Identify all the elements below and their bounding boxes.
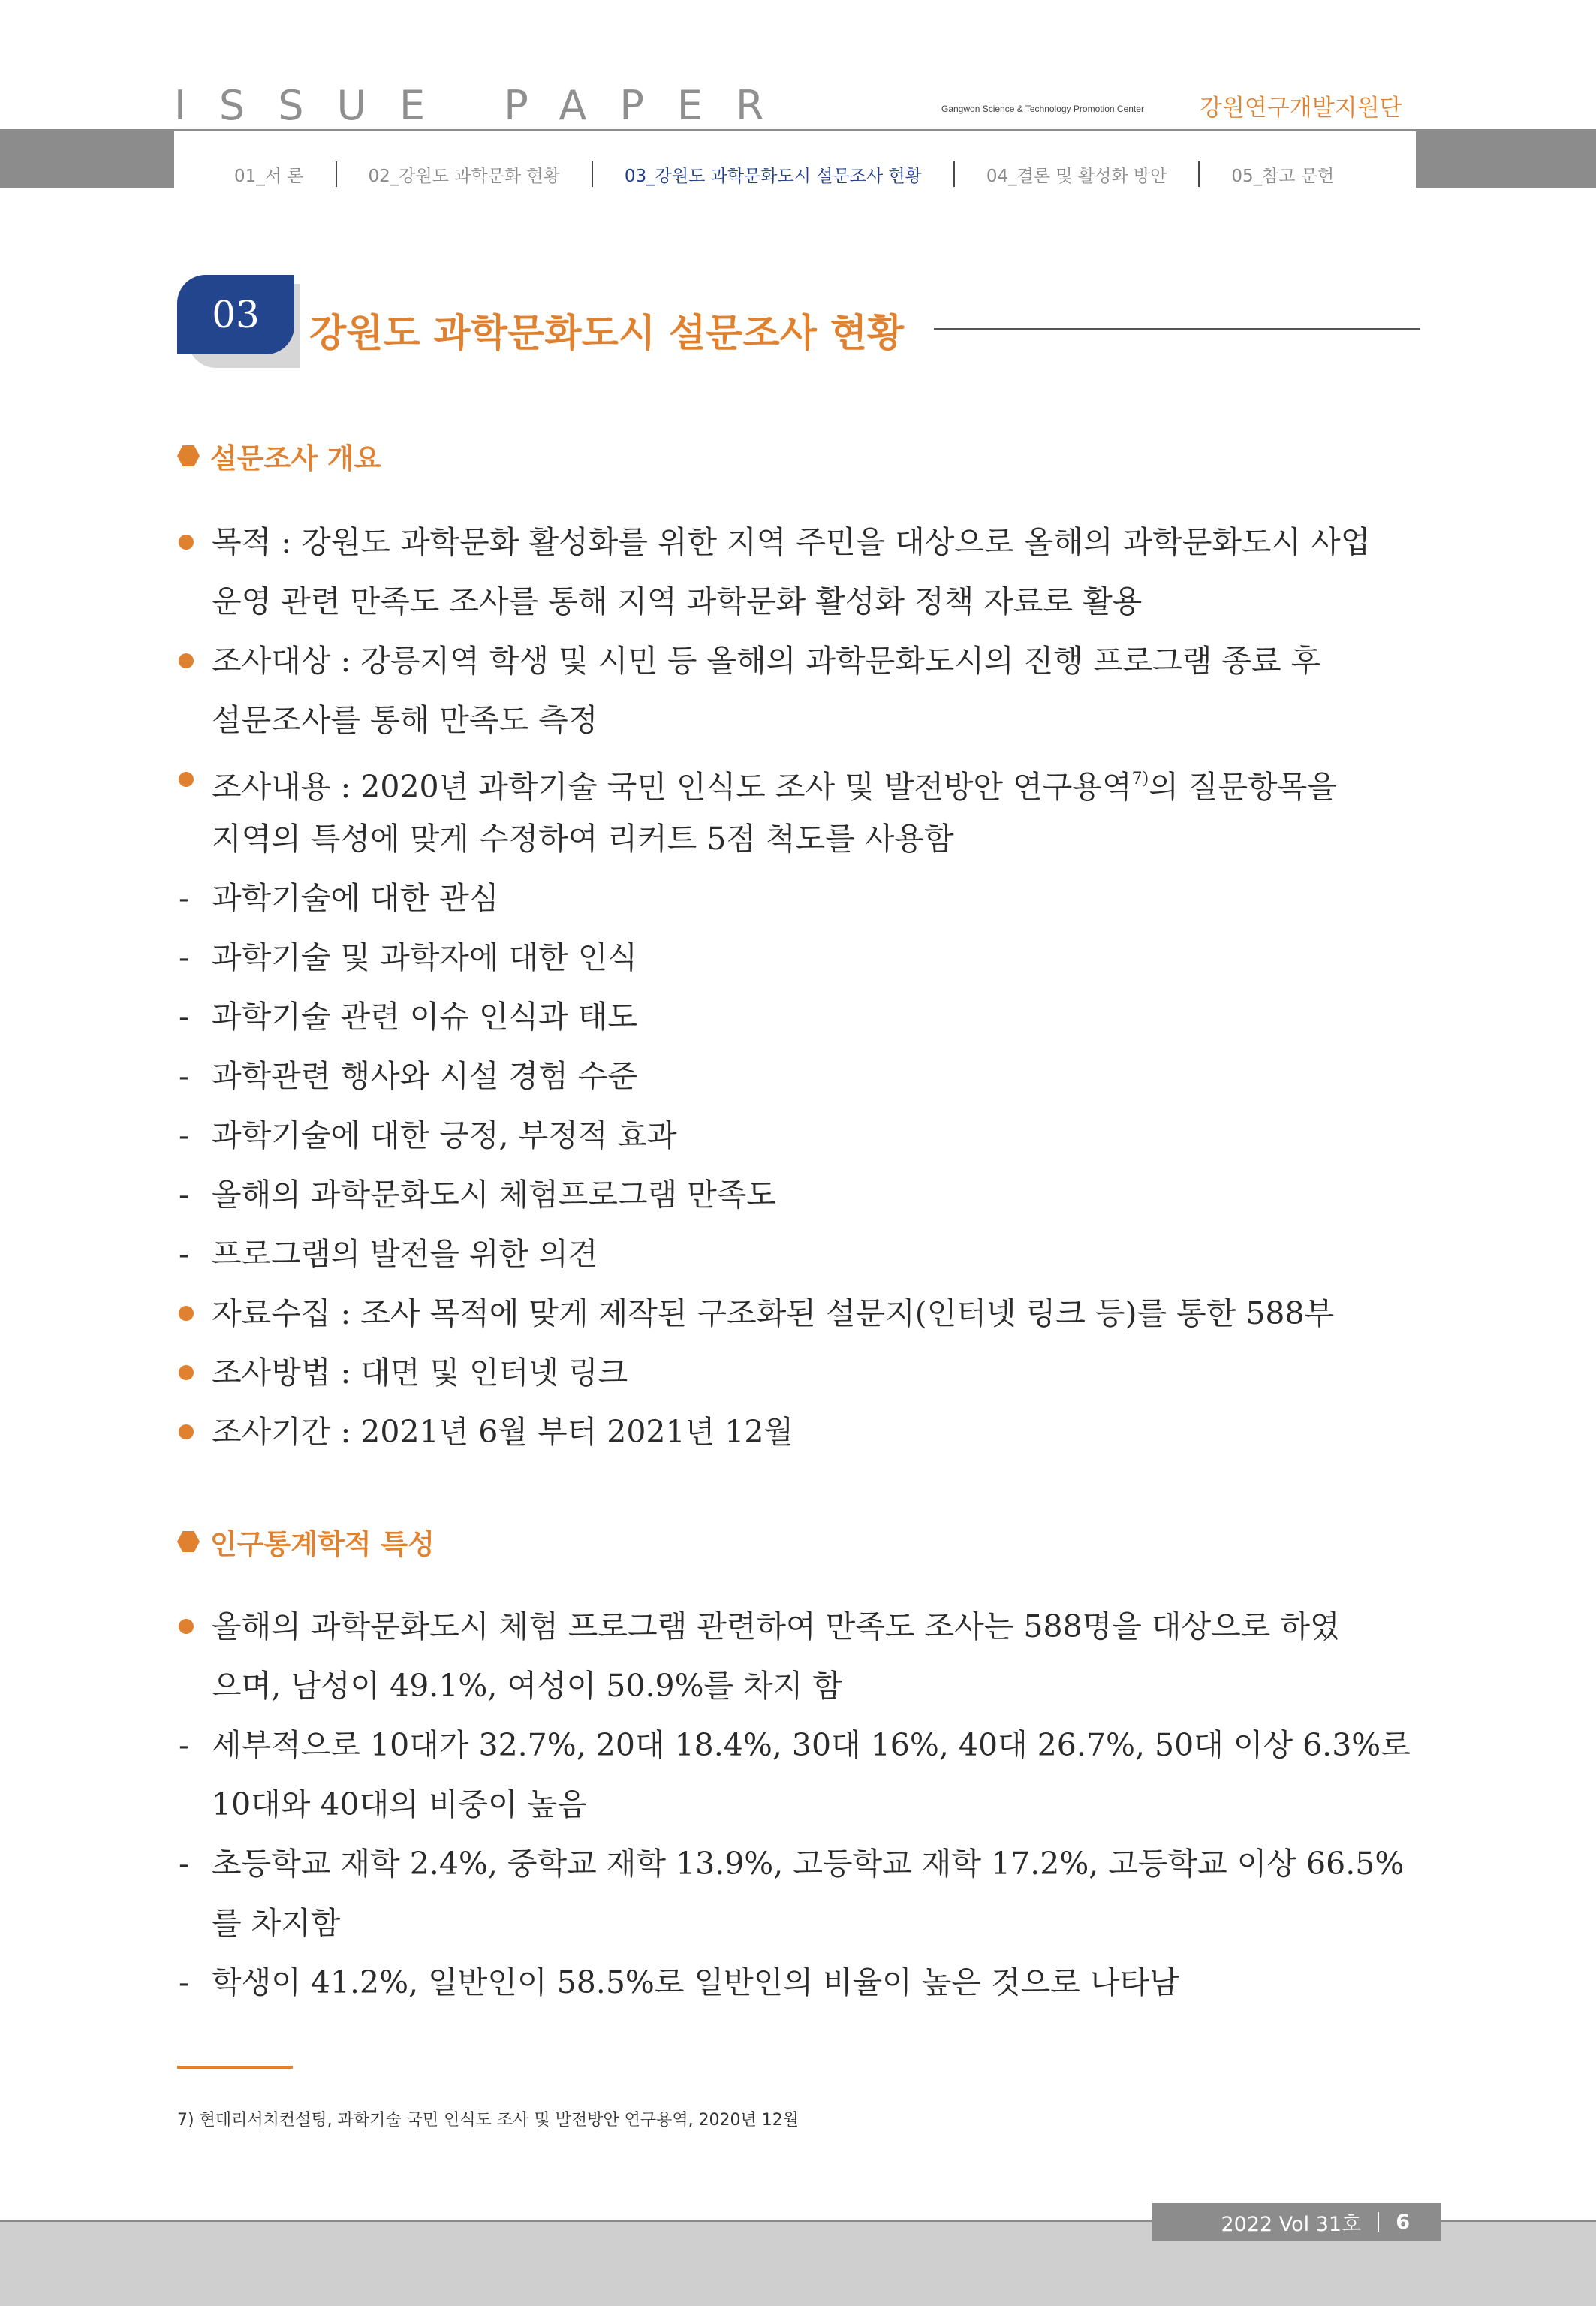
- dash-bullet: -: [179, 880, 189, 916]
- demographics-heading-text: 인구통계학적 특성: [210, 1528, 435, 1560]
- header-band-left: [0, 129, 174, 188]
- bullet-dot-icon: [179, 1619, 194, 1634]
- page-number: 6: [1396, 2210, 1410, 2234]
- center-name-english: Gangwon Science & Technology Promotion Center: [941, 104, 1144, 114]
- education-line-1: 초등학교 재학 2.4%, 중학교 재학 13.9%, 고등학교 재학 17.2%, 고등학교 이상 66.5%: [212, 1846, 1405, 1882]
- footnote-rule: [177, 2066, 293, 2069]
- bullet-dot-icon: [179, 653, 194, 668]
- nav-item-conclusion[interactable]: 04_결론 및 활성화 방안: [986, 166, 1167, 186]
- list-item: 과학기술에 대한 긍정, 부정적 효과: [212, 1117, 677, 1153]
- dash-bullet: -: [179, 1727, 189, 1763]
- list-item: 과학관련 행사와 시설 경험 수준: [212, 1058, 638, 1094]
- dash-bullet: -: [179, 1177, 189, 1213]
- survey-overview-heading-text: 설문조사 개요: [210, 442, 381, 475]
- content-line-2: 지역의 특성에 맞게 수정하여 리커트 5점 척도를 사용함: [212, 821, 954, 857]
- content-line-1a: 조사내용 : 2020년 과학기술 국민 인식도 조사 및 발전방안 연구용역: [212, 769, 1132, 805]
- section-navigation: [174, 161, 1416, 188]
- age-line-2: 10대와 40대의 비중이 높음: [212, 1786, 587, 1822]
- bullet-dot-icon: [179, 1365, 194, 1380]
- period-line: 조사기간 : 2021년 6월 부터 2021년 12월: [212, 1414, 794, 1450]
- target-line-2: 설문조사를 통해 만족도 측정: [212, 702, 598, 738]
- list-item: 과학기술 및 과학자에 대한 인식: [212, 939, 638, 975]
- demographics-line-2: 으며, 남성이 49.1%, 여성이 50.9%를 차지 함: [212, 1668, 843, 1704]
- demographics-heading: [177, 1521, 435, 1562]
- collection-line: 자료수집 : 조사 목적에 맞게 제작된 구조화된 설문지(인터넷 링크 등)를 통한 588부: [212, 1295, 1335, 1331]
- nav-top-rule: [174, 129, 1416, 131]
- list-item: 과학기술 관련 이슈 인식과 태도: [212, 999, 638, 1035]
- dash-bullet: -: [179, 1846, 189, 1882]
- survey-overview-heading: [177, 436, 381, 476]
- section-title-rule: [934, 328, 1420, 330]
- section-title: 강원도 과학문화도시 설문조사 현황: [309, 312, 905, 356]
- list-item: 과학기술에 대한 관심: [212, 880, 499, 916]
- list-item: 올해의 과학문화도시 체험프로그램 만족도: [212, 1177, 777, 1213]
- page-separator: [1378, 2212, 1379, 2232]
- volume-label: 2022 Vol 31호: [1221, 2212, 1362, 2236]
- nav-item-references[interactable]: 05_참고 문헌: [1231, 166, 1335, 186]
- age-line-1: 세부적으로 10대가 32.7%, 20대 18.4%, 30대 16%, 40대 26.7%, 50대 이상 6.3%로: [212, 1727, 1411, 1763]
- dash-bullet: -: [179, 1117, 189, 1153]
- dash-bullet: -: [179, 1964, 189, 2000]
- bullet-dot-icon: [179, 1424, 194, 1439]
- nav-item-status[interactable]: 02_강원도 과학문화 현황: [368, 166, 560, 186]
- section-number-badge: 03: [177, 275, 294, 354]
- hexagon-bullet-icon: [177, 1531, 200, 1552]
- education-line-2: 를 차지함: [212, 1905, 341, 1941]
- content-line-1: [212, 757, 1420, 809]
- dash-bullet: -: [179, 1058, 189, 1094]
- nav-item-introduction[interactable]: 01_서 론: [234, 166, 304, 186]
- series-title: ISSUE PAPER: [174, 82, 797, 129]
- occupation-line: 학생이 41.2%, 일반인이 58.5%로 일반인의 비율이 높은 것으로 나타남: [212, 1964, 1179, 2000]
- list-item: 프로그램의 발전을 위한 의견: [212, 1236, 598, 1272]
- hexagon-bullet-icon: [177, 445, 200, 466]
- purpose-line-1: 목적 : 강원도 과학문화 활성화를 위한 지역 주민을 대상으로 올해의 과학문화도시 사업: [212, 524, 1371, 560]
- nav-item-survey[interactable]: 03_강원도 과학문화도시 설문조사 현황: [624, 166, 922, 186]
- footnote-reference[interactable]: 7): [1131, 770, 1149, 788]
- demographics-line-1: 올해의 과학문화도시 체험 프로그램 관련하여 만족도 조사는 588명을 대상으로 하였: [212, 1608, 1340, 1644]
- dash-bullet: -: [179, 999, 189, 1035]
- bullet-dot-icon: [179, 1306, 194, 1321]
- bullet-dot-icon: [179, 772, 194, 787]
- purpose-line-2: 운영 관련 만족도 조사를 통해 지역 과학문화 활성화 정책 자료로 활용: [212, 583, 1143, 619]
- header-band-right: [1416, 129, 1596, 188]
- target-line-1: 조사대상 : 강릉지역 학생 및 시민 등 올해의 과학문화도시의 진행 프로그램 종료 후: [212, 643, 1321, 679]
- bullet-dot-icon: [179, 535, 194, 550]
- dash-bullet: -: [179, 1236, 189, 1272]
- dash-bullet: -: [179, 939, 189, 975]
- page-indicator: [1152, 2203, 1441, 2241]
- method-line: 조사방법 : 대면 및 인터넷 링크: [212, 1355, 628, 1391]
- center-name-korean: 강원연구개발지원단: [1200, 95, 1402, 122]
- content-line-1b: 의 질문항목을: [1149, 769, 1337, 805]
- footnote: 7) 현대리서치컨설팅, 과학기술 국민 인식도 조사 및 발전방안 연구용역, 2020년 12월: [177, 2111, 800, 2130]
